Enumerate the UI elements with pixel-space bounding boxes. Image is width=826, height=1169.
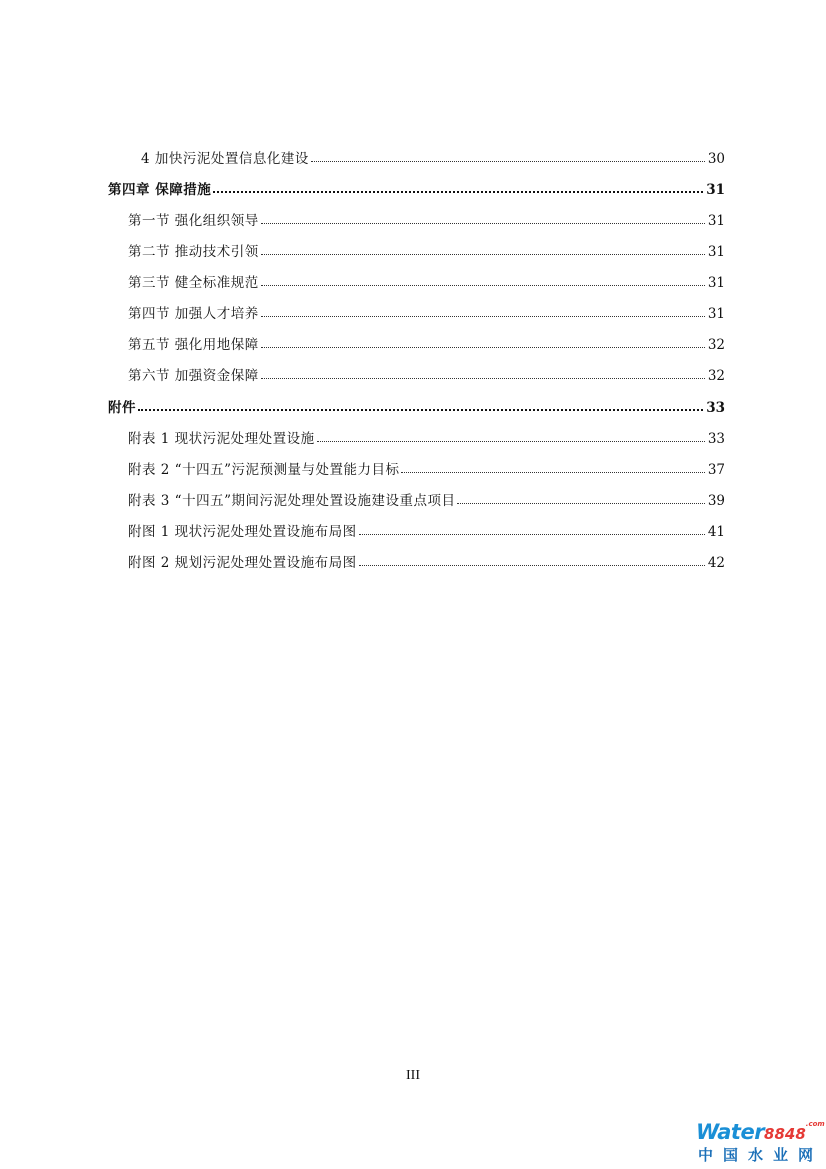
watermark-brand-suffix: .com [805,1120,825,1128]
watermark-brand [696,1120,825,1144]
toc-dot-leader [311,160,705,162]
toc-entry-page: 42 [707,555,725,571]
toc-dot-leader [359,564,705,566]
toc-entry-page: 41 [707,524,725,540]
toc-entry-title: 第四章 保障措施 [108,182,212,198]
toc-entry-page: 33 [706,400,725,416]
toc-entry-title: 附表 1 现状污泥处理处置设施 [128,431,315,447]
toc-entry[interactable] [128,489,725,509]
toc-dot-leader [261,315,705,317]
toc-dot-leader [261,284,705,286]
toc-entry[interactable] [128,302,725,322]
toc-entry-page: 31 [707,306,725,322]
toc-entry-page: 33 [707,431,725,447]
toc-entry-page: 37 [707,462,725,478]
toc-entry-title: 附表 3 “十四五”期间污泥处理处置设施建设重点项目 [128,493,456,509]
toc-chapter-entry[interactable] [108,178,725,198]
toc-entry-title: 附图 2 规划污泥处理处置设施布局图 [128,555,357,571]
toc-dot-leader [261,377,705,379]
toc-dot-leader [317,440,705,442]
toc-entry-title: 4 加快污泥处置信息化建设 [141,151,309,167]
toc-entry-page: 31 [707,275,725,291]
toc-dot-leader [261,222,705,224]
toc-entry-title: 第二节 推动技术引领 [128,244,259,260]
toc-dot-leader [401,471,704,473]
toc-entry-title: 第六节 加强资金保障 [128,368,259,384]
toc-entry[interactable] [128,364,725,384]
toc-entry[interactable] [128,427,725,447]
toc-entry-page: 32 [707,337,725,353]
toc-entry[interactable] [128,458,725,478]
toc-dot-leader [457,502,704,504]
toc-entry-title: 第三节 健全标准规范 [128,275,259,291]
toc-entry[interactable] [141,147,725,167]
toc-entry-page: 39 [707,493,725,509]
toc-entry[interactable] [128,240,725,260]
toc-entry-page: 31 [706,182,725,198]
toc-entry-title: 第五节 强化用地保障 [128,337,259,353]
toc-dot-leader [213,190,703,193]
toc-entry-page: 32 [707,368,725,384]
toc-dot-leader [261,346,705,348]
toc-dot-leader [261,253,705,255]
watermark-logo [696,1120,825,1164]
toc-entry[interactable] [128,271,725,291]
toc-chapter-entry[interactable] [108,396,725,416]
page-number: III [406,1068,420,1083]
toc-entry-title: 附件 [108,400,136,416]
toc-dot-leader [359,533,705,535]
toc-entry-title: 附图 1 现状污泥处理处置设施布局图 [128,524,357,540]
toc-entry-title: 第一节 强化组织领导 [128,213,259,229]
watermark-brand-word: Water [696,1120,765,1144]
toc-entry[interactable] [128,520,725,540]
toc-entry[interactable] [128,209,725,229]
toc-dot-leader [138,408,703,411]
toc-entry[interactable] [128,551,725,571]
toc-entry-page: 31 [707,244,725,260]
toc-entry-title: 附表 2 “十四五”污泥预测量与处置能力目标 [128,462,400,478]
toc-entry-title: 第四节 加强人才培养 [128,306,259,322]
watermark-brand-number: 8848 [764,1125,806,1143]
watermark-brand-cn: 中国水业网 [698,1146,824,1164]
toc-entry-page: 30 [707,151,725,167]
toc-entry-page: 31 [707,213,725,229]
toc-entry[interactable] [128,333,725,353]
